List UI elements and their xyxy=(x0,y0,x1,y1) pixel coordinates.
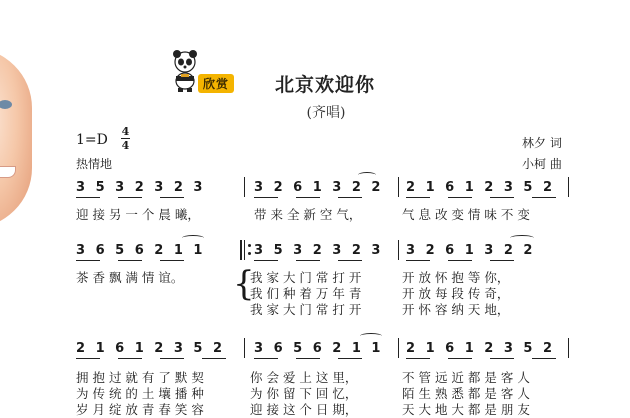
lyricist-credit: 林夕 词 xyxy=(522,136,562,150)
beat-underline xyxy=(118,197,142,198)
line2-verse1-a: 我 家 大 门 常 打 开 xyxy=(250,270,362,285)
tie-mark xyxy=(510,235,534,241)
beat-underline xyxy=(160,358,184,359)
beat-underline xyxy=(532,358,556,359)
beat-underline xyxy=(76,260,100,261)
time-signature xyxy=(121,126,130,151)
line3-verse2-c: 陌 生 熟 悉 都 是 客 人 xyxy=(402,386,530,401)
line3-verse2-b: 为 你 留 下 回 忆， xyxy=(250,386,358,401)
line3-measure1-notes: 2 1 6 1 2 3 5 2 xyxy=(76,341,223,356)
tie-mark xyxy=(182,235,204,241)
key-signature: 1=D xyxy=(76,132,108,148)
line3-verse3-c: 天 大 地 大 都 是 朋 友 xyxy=(402,402,530,417)
composer-credit: 小柯 曲 xyxy=(522,157,562,171)
line3-verse3-b: 迎 接 这 个 日 期， xyxy=(250,402,358,417)
line1-lyrics-3: 气 息 改 变 情 味 不 变 xyxy=(402,207,530,222)
barline xyxy=(398,240,399,260)
meter-top: 4 xyxy=(121,125,130,138)
tie-mark xyxy=(358,172,376,178)
beat-underline xyxy=(118,358,142,359)
beat-underline xyxy=(406,197,430,198)
beat-underline xyxy=(448,260,472,261)
beat-underline xyxy=(338,260,362,261)
beat-underline xyxy=(160,260,184,261)
beat-underline xyxy=(490,197,514,198)
beat-underline xyxy=(406,358,430,359)
beat-underline xyxy=(254,260,278,261)
line3-verse3-a: 岁 月 绽 放 青 春 笑 容 xyxy=(76,402,204,417)
beat-underline xyxy=(296,358,320,359)
line2-verse3-b: 开 怀 容 纳 天 地， xyxy=(402,302,510,317)
line2-verse3-a: 我 家 大 门 常 打 开 xyxy=(250,302,362,317)
repeat-sign-bar xyxy=(240,240,242,260)
beat-underline xyxy=(490,260,514,261)
verse-brace: { xyxy=(233,264,255,304)
smile-shape xyxy=(0,166,16,178)
line3-measure3-notes: 2 1 6 1 2 3 5 2 xyxy=(406,341,553,356)
line2-measure3-notes: 3 2 6 1 3 2 2 xyxy=(406,243,533,258)
line3-measure2-notes: 3 6 5 6 2 1 1 xyxy=(254,341,381,356)
barline xyxy=(398,177,399,197)
line2-verse2-b: 开 放 每 段 传 奇， xyxy=(402,286,510,301)
line3-verse2-a: 为 传 统 的 土 壤 播 种 xyxy=(76,386,204,401)
repeat-dot xyxy=(248,252,251,255)
line2-measure1-notes: 3 6 5 6 2 1 1 xyxy=(76,243,203,258)
beat-underline xyxy=(448,197,472,198)
tie-mark xyxy=(360,333,382,339)
beat-underline xyxy=(118,260,142,261)
beat-underline xyxy=(76,358,100,359)
beat-underline xyxy=(160,197,184,198)
beat-underline xyxy=(490,358,514,359)
song-subtitle: (齐唱) xyxy=(306,105,346,121)
line1-lyrics-2: 带 来 全 新 空 气， xyxy=(254,207,362,222)
line1-lyrics-1: 迎 接 另 一 个 晨 曦， xyxy=(76,207,200,222)
barline xyxy=(244,177,245,197)
barline xyxy=(244,240,245,260)
barline xyxy=(568,177,569,197)
beat-underline xyxy=(254,358,278,359)
line2-verse2-a: 我 们 种 着 万 年 青 xyxy=(250,286,362,301)
line3-verse1-a: 拥 抱 过 就 有 了 默 契 xyxy=(76,370,204,385)
repeat-dot xyxy=(248,244,251,247)
line3-verse1-b: 你 会 爱 上 这 里， xyxy=(250,370,358,385)
appreciation-badge: 欣赏 xyxy=(198,74,234,93)
meter-bottom: 4 xyxy=(121,139,130,152)
barline xyxy=(568,338,569,358)
beat-underline xyxy=(338,197,362,198)
beat-underline xyxy=(338,358,362,359)
tempo-marking: 热情地 xyxy=(76,157,113,171)
barline xyxy=(398,338,399,358)
beat-underline xyxy=(296,197,320,198)
barline xyxy=(244,338,245,358)
line1-measure3-notes: 2 1 6 1 2 3 5 2 xyxy=(406,180,553,195)
line2-lyrics-1: 茶 香 飘 满 情 谊。 xyxy=(76,270,184,285)
line1-measure2-notes: 3 2 6 1 3 2 2 xyxy=(254,180,381,195)
beat-underline xyxy=(254,197,278,198)
beat-underline xyxy=(296,260,320,261)
line2-measure2-notes: 3 5 3 2 3 2 3 xyxy=(254,243,381,258)
beat-underline xyxy=(202,358,226,359)
song-title: 北京欢迎你 xyxy=(274,74,375,96)
beat-underline xyxy=(448,358,472,359)
line2-verse1-b: 开 放 怀 抱 等 你， xyxy=(402,270,510,285)
beat-underline xyxy=(406,260,430,261)
beat-underline xyxy=(532,197,556,198)
beat-underline xyxy=(76,197,100,198)
line3-verse1-c: 不 管 远 近 都 是 客 人 xyxy=(402,370,530,385)
line1-measure1-notes: 3 5 3 2 3 2 3 xyxy=(76,180,203,195)
